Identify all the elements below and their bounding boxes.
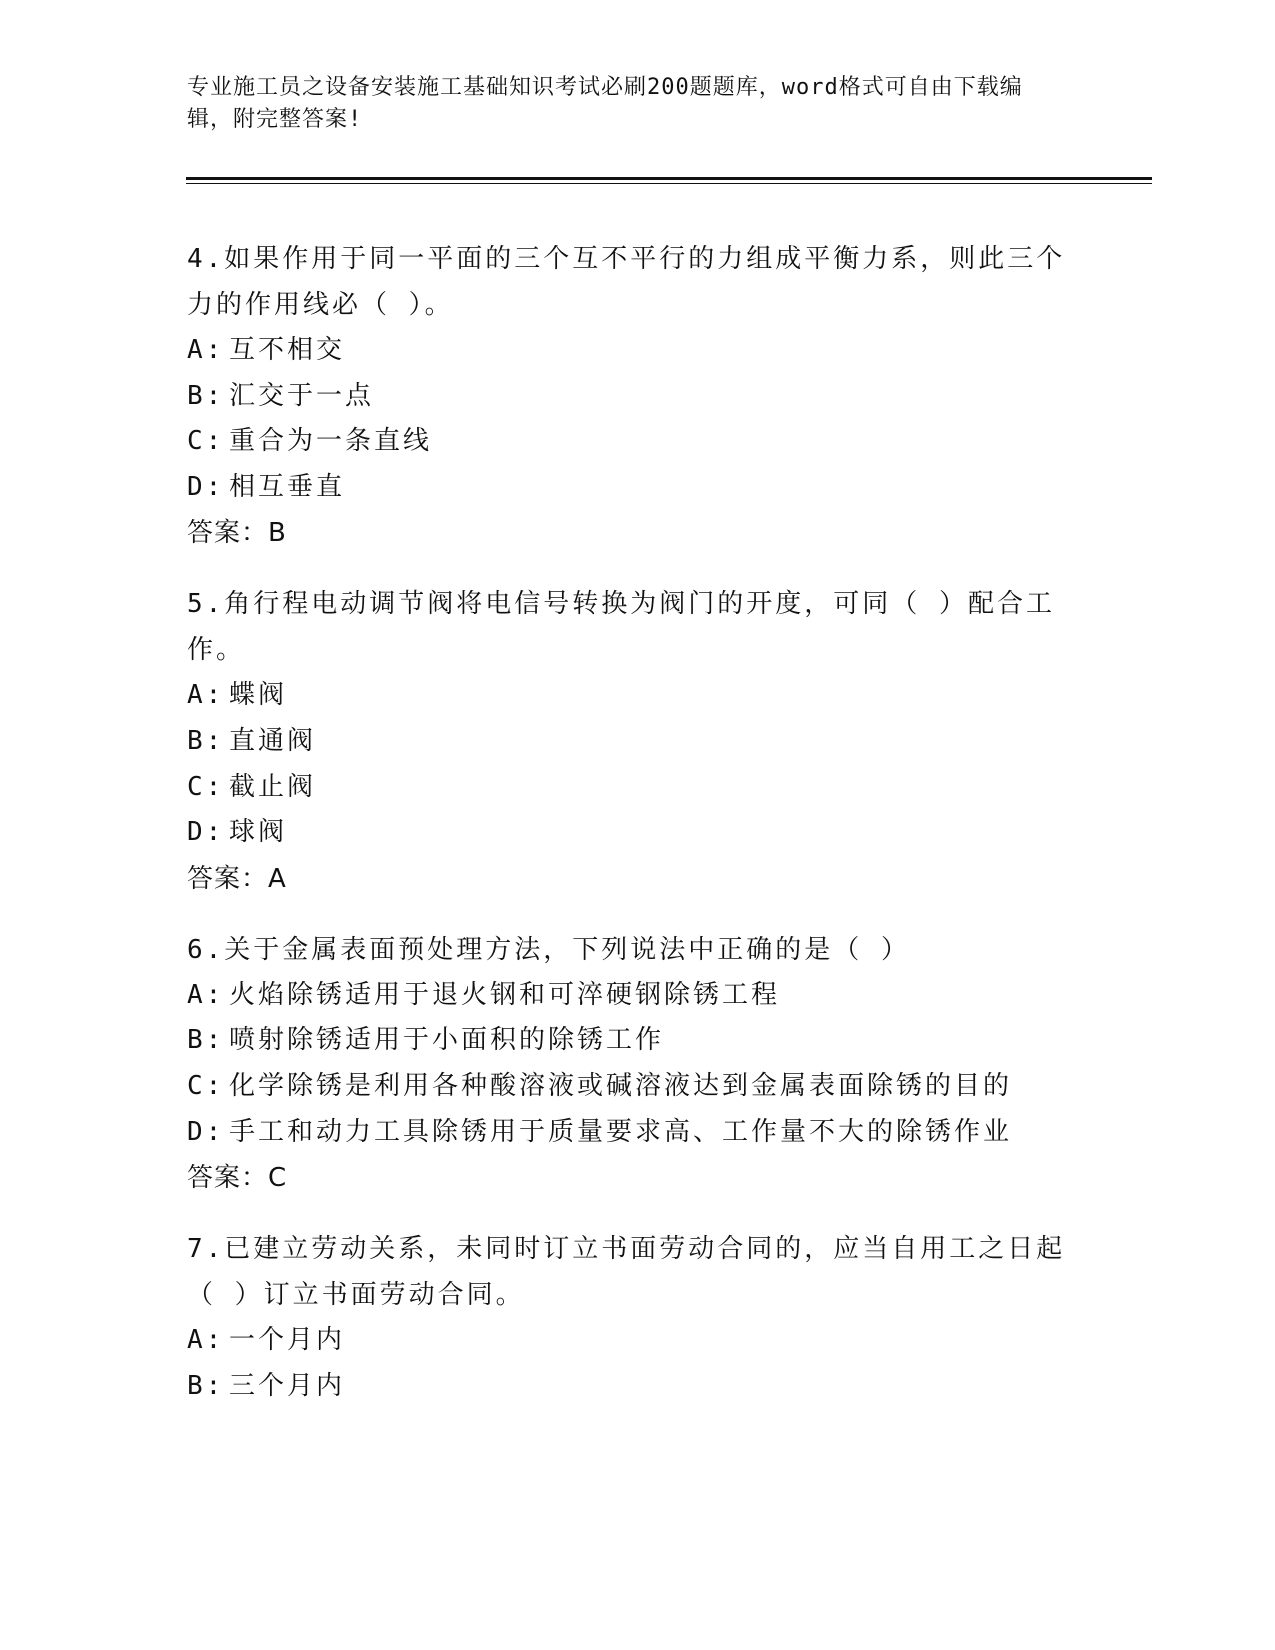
option-b <box>187 374 1087 420</box>
option-text: 蝶阀 <box>229 680 288 711</box>
header-divider-thin <box>186 183 1152 184</box>
option-text: 重合为一条直线 <box>229 426 433 457</box>
option-text: 化学除锈是利用各种酸溶液或碱溶液达到金属表面除锈的目的 <box>229 1070 1013 1101</box>
option-key: D: <box>187 817 225 848</box>
option-key: A: <box>187 680 225 711</box>
answer-line: 答案：C <box>187 1163 288 1194</box>
option-key: B: <box>187 725 225 756</box>
option-text: 手工和动力工具除锈用于质量要求高、工作量不大的除锈作业 <box>229 1116 1013 1147</box>
question-text: 7.已建立劳动关系，未同时订立书面劳动合同的，应当自用工之日起（ ）订立书面劳动合同。 <box>187 1234 1066 1311</box>
option-d <box>187 810 1087 856</box>
question-text: 4.如果作用于同一平面的三个互不平行的力组成平衡力系，则此三个力的作用线必（ ）。 <box>187 244 1066 320</box>
document-title: 专业施工员之设备安装施工基础知识考试必刷200题题库，word格式可自由下载编辑，附完整答案! <box>187 75 1023 132</box>
option-text: 相互垂直 <box>229 471 346 502</box>
question-6 <box>187 927 1087 1201</box>
option-text: 互不相交 <box>229 335 346 365</box>
option-b <box>187 1018 1087 1064</box>
option-text: 一个月内 <box>229 1325 346 1356</box>
option-d <box>187 465 1087 511</box>
option-b <box>187 719 1087 765</box>
option-text: 三个月内 <box>229 1370 346 1401</box>
option-c <box>187 419 1087 465</box>
option-text: 喷射除锈适用于小面积的除锈工作 <box>229 1025 665 1056</box>
option-key: D: <box>187 471 225 502</box>
question-text: 6.关于金属表面预处理方法，下列说法中正确的是（ ） <box>187 934 910 965</box>
option-key: B: <box>187 1370 225 1401</box>
question-7 <box>187 1226 1087 1409</box>
question-5 <box>187 581 1087 901</box>
option-text: 汇交于一点 <box>229 380 375 411</box>
question-4 <box>187 236 1087 556</box>
option-key: A: <box>187 979 225 1010</box>
document-header <box>187 72 1067 136</box>
header-divider-thick <box>186 177 1152 180</box>
option-key: C: <box>187 426 225 457</box>
option-key: D: <box>187 1116 225 1147</box>
question-text: 5.角行程电动调节阀将电信号转换为阀门的开度，可同（ ）配合工作。 <box>187 589 1055 666</box>
option-c <box>187 1064 1087 1110</box>
option-key: A: <box>187 1325 225 1356</box>
option-a <box>187 328 1087 374</box>
option-key: B: <box>187 1025 225 1056</box>
option-text: 截止阀 <box>229 771 317 802</box>
option-text: 球阀 <box>229 817 288 848</box>
option-c <box>187 765 1087 811</box>
answer-line: 答案：A <box>187 863 287 894</box>
answer-line: 答案：B <box>187 518 287 549</box>
option-key: A: <box>187 335 225 365</box>
option-d <box>187 1110 1087 1156</box>
question-list <box>187 236 1087 1434</box>
option-key: C: <box>187 1070 225 1101</box>
option-key: C: <box>187 771 225 802</box>
option-text: 火焰除锈适用于退火钢和可淬硬钢除锈工程 <box>229 979 781 1010</box>
option-text: 直通阀 <box>229 725 317 756</box>
option-key: B: <box>187 380 225 411</box>
option-a <box>187 973 1087 1019</box>
option-b <box>187 1364 1087 1410</box>
option-a <box>187 1318 1087 1364</box>
option-a <box>187 673 1087 719</box>
